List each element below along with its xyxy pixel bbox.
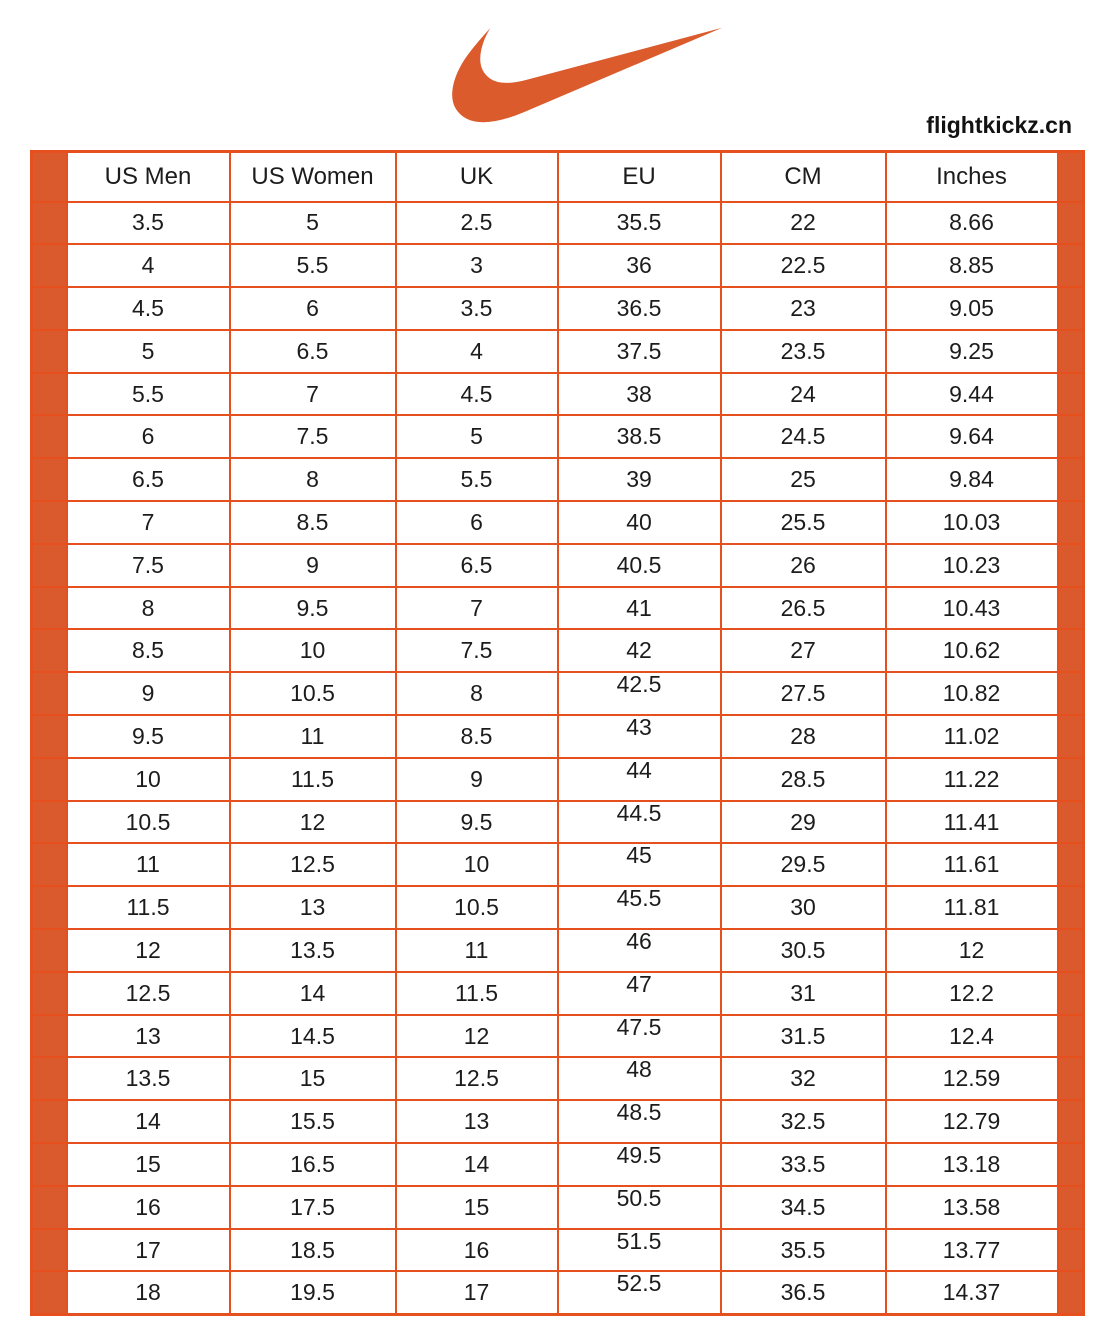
orange-side-bar: [1058, 1271, 1084, 1314]
nike-swoosh-icon: [452, 12, 724, 138]
table-row: [32, 330, 1084, 373]
cell-inches: 11.41: [886, 801, 1058, 844]
orange-side-bar: [1058, 1229, 1084, 1272]
cell-us-women: 13.5: [230, 929, 396, 972]
orange-side-bar: [32, 587, 67, 630]
table-row: [32, 501, 1084, 544]
cell-cm: 22.5: [721, 244, 886, 287]
cell-us-women: 15: [230, 1057, 396, 1100]
cell-inches: 11.02: [886, 715, 1058, 758]
cell-uk: 11.5: [396, 972, 558, 1015]
cell-uk: 2.5: [396, 202, 558, 245]
orange-side-bar: [1058, 801, 1084, 844]
cell-us-women: 9: [230, 544, 396, 587]
table-row: [32, 373, 1084, 416]
column-header-uk: UK: [396, 152, 558, 202]
orange-side-bar: [32, 929, 67, 972]
cell-us-women: 5: [230, 202, 396, 245]
cell-inches: 9.05: [886, 287, 1058, 330]
cell-us-men: 10.5: [67, 801, 230, 844]
cell-cm: 31: [721, 972, 886, 1015]
table-row: [32, 843, 1084, 886]
cell-eu: 40: [558, 501, 721, 544]
cell-inches: 11.61: [886, 843, 1058, 886]
cell-eu: 52.5: [558, 1271, 721, 1314]
orange-side-bar: [1058, 287, 1084, 330]
table-row: [32, 544, 1084, 587]
cell-us-women: 9.5: [230, 587, 396, 630]
cell-cm: 32.5: [721, 1100, 886, 1143]
cell-us-women: 15.5: [230, 1100, 396, 1143]
cell-inches: 8.85: [886, 244, 1058, 287]
orange-side-bar: [1058, 202, 1084, 245]
orange-side-bar: [32, 972, 67, 1015]
cell-uk: 4: [396, 330, 558, 373]
cell-cm: 28: [721, 715, 886, 758]
orange-side-bar: [1058, 244, 1084, 287]
cell-cm: 22: [721, 202, 886, 245]
cell-cm: 33.5: [721, 1143, 886, 1186]
cell-eu: 50.5: [558, 1186, 721, 1229]
cell-us-men: 15: [67, 1143, 230, 1186]
cell-eu: 45.5: [558, 886, 721, 929]
cell-us-women: 7: [230, 373, 396, 416]
orange-side-bar: [1058, 758, 1084, 801]
table-row: [32, 244, 1084, 287]
cell-eu: 42.5: [558, 672, 721, 715]
table-container: [30, 150, 1085, 1316]
table-row: [32, 415, 1084, 458]
cell-inches: 10.03: [886, 501, 1058, 544]
cell-cm: 25.5: [721, 501, 886, 544]
orange-side-bar: [32, 287, 67, 330]
orange-side-bar: [1058, 330, 1084, 373]
cell-inches: 14.37: [886, 1271, 1058, 1314]
cell-eu: 35.5: [558, 202, 721, 245]
cell-us-men: 6.5: [67, 458, 230, 501]
cell-uk: 14: [396, 1143, 558, 1186]
orange-side-bar: [1058, 929, 1084, 972]
cell-inches: 9.64: [886, 415, 1058, 458]
table-row: [32, 1057, 1084, 1100]
orange-side-bar: [1058, 415, 1084, 458]
cell-eu: 38: [558, 373, 721, 416]
orange-side-bar: [1058, 972, 1084, 1015]
cell-us-women: 14: [230, 972, 396, 1015]
cell-cm: 36.5: [721, 1271, 886, 1314]
cell-inches: 9.25: [886, 330, 1058, 373]
cell-cm: 24.5: [721, 415, 886, 458]
cell-us-men: 14: [67, 1100, 230, 1143]
table-row: [32, 758, 1084, 801]
orange-side-bar: [32, 843, 67, 886]
cell-uk: 3: [396, 244, 558, 287]
orange-side-bar: [1058, 501, 1084, 544]
cell-us-women: 5.5: [230, 244, 396, 287]
cell-us-women: 18.5: [230, 1229, 396, 1272]
orange-side-bar: [32, 415, 67, 458]
cell-uk: 9: [396, 758, 558, 801]
orange-side-bar: [1058, 373, 1084, 416]
table-row: [32, 801, 1084, 844]
cell-eu: 38.5: [558, 415, 721, 458]
table-body: [32, 202, 1084, 1315]
cell-inches: 12.4: [886, 1015, 1058, 1058]
cell-inches: 12.2: [886, 972, 1058, 1015]
cell-us-women: 17.5: [230, 1186, 396, 1229]
header-row: [32, 152, 1084, 202]
column-header-us-men: US Men: [67, 152, 230, 202]
cell-inches: 9.84: [886, 458, 1058, 501]
cell-us-men: 8.5: [67, 629, 230, 672]
orange-side-bar: [1058, 458, 1084, 501]
orange-side-bar: [32, 1229, 67, 1272]
cell-inches: 13.58: [886, 1186, 1058, 1229]
orange-side-bar: [32, 458, 67, 501]
orange-side-bar: [32, 758, 67, 801]
cell-cm: 29.5: [721, 843, 886, 886]
cell-us-women: 16.5: [230, 1143, 396, 1186]
cell-us-women: 11.5: [230, 758, 396, 801]
cell-cm: 27: [721, 629, 886, 672]
cell-uk: 5.5: [396, 458, 558, 501]
orange-side-bar: [32, 629, 67, 672]
cell-uk: 5: [396, 415, 558, 458]
cell-cm: 34.5: [721, 1186, 886, 1229]
cell-us-men: 7.5: [67, 544, 230, 587]
cell-uk: 8: [396, 672, 558, 715]
cell-uk: 12.5: [396, 1057, 558, 1100]
table-row: [32, 458, 1084, 501]
orange-side-bar: [32, 373, 67, 416]
cell-us-men: 13: [67, 1015, 230, 1058]
cell-us-men: 9.5: [67, 715, 230, 758]
cell-us-men: 7: [67, 501, 230, 544]
cell-uk: 10.5: [396, 886, 558, 929]
cell-cm: 31.5: [721, 1015, 886, 1058]
cell-uk: 7.5: [396, 629, 558, 672]
cell-us-women: 10: [230, 629, 396, 672]
cell-us-women: 8: [230, 458, 396, 501]
table-row: [32, 287, 1084, 330]
cell-us-men: 13.5: [67, 1057, 230, 1100]
orange-side-bar: [32, 1271, 67, 1314]
orange-side-bar: [32, 1186, 67, 1229]
cell-eu: 46: [558, 929, 721, 972]
cell-us-women: 13: [230, 886, 396, 929]
cell-inches: 9.44: [886, 373, 1058, 416]
column-header-eu: EU: [558, 152, 721, 202]
column-header-us-women: US Women: [230, 152, 396, 202]
cell-inches: 11.81: [886, 886, 1058, 929]
cell-uk: 17: [396, 1271, 558, 1314]
cell-eu: 48.5: [558, 1100, 721, 1143]
cell-eu: 43: [558, 715, 721, 758]
cell-us-men: 6: [67, 415, 230, 458]
cell-eu: 37.5: [558, 330, 721, 373]
table-header: [32, 152, 1084, 202]
cell-eu: 44: [558, 758, 721, 801]
cell-us-women: 11: [230, 715, 396, 758]
column-header-cm: CM: [721, 152, 886, 202]
cell-us-men: 8: [67, 587, 230, 630]
orange-side-bar: [32, 1015, 67, 1058]
cell-cm: 25: [721, 458, 886, 501]
cell-uk: 9.5: [396, 801, 558, 844]
cell-us-men: 17: [67, 1229, 230, 1272]
watermark-text: flightkickz.cn: [926, 112, 1072, 138]
cell-us-men: 5.5: [67, 373, 230, 416]
orange-side-bar: [1058, 1100, 1084, 1143]
table-row: [32, 1271, 1084, 1314]
cell-uk: 15: [396, 1186, 558, 1229]
size-conversion-table: [30, 150, 1085, 1316]
cell-us-men: 11.5: [67, 886, 230, 929]
cell-us-women: 6: [230, 287, 396, 330]
orange-side-bar: [32, 1143, 67, 1186]
orange-side-bar: [32, 886, 67, 929]
cell-us-men: 12.5: [67, 972, 230, 1015]
cell-inches: 10.62: [886, 629, 1058, 672]
table-row: [32, 886, 1084, 929]
cell-cm: 23.5: [721, 330, 886, 373]
cell-eu: 40.5: [558, 544, 721, 587]
orange-side-bar: [1058, 587, 1084, 630]
cell-us-women: 8.5: [230, 501, 396, 544]
cell-eu: 48: [558, 1057, 721, 1100]
cell-cm: 27.5: [721, 672, 886, 715]
cell-us-women: 6.5: [230, 330, 396, 373]
cell-inches: 12.59: [886, 1057, 1058, 1100]
cell-inches: 13.18: [886, 1143, 1058, 1186]
orange-side-bar: [32, 1100, 67, 1143]
orange-side-bar: [32, 1057, 67, 1100]
table-row: [32, 672, 1084, 715]
cell-cm: 26: [721, 544, 886, 587]
cell-eu: 42: [558, 629, 721, 672]
cell-us-women: 12.5: [230, 843, 396, 886]
cell-uk: 3.5: [396, 287, 558, 330]
orange-side-bar: [1058, 1143, 1084, 1186]
cell-uk: 11: [396, 929, 558, 972]
cell-us-men: 11: [67, 843, 230, 886]
cell-eu: 47.5: [558, 1015, 721, 1058]
cell-us-men: 10: [67, 758, 230, 801]
orange-side-bar: [32, 715, 67, 758]
orange-side-bar: [1058, 152, 1084, 202]
cell-cm: 35.5: [721, 1229, 886, 1272]
cell-eu: 44.5: [558, 801, 721, 844]
orange-side-bar: [1058, 886, 1084, 929]
cell-us-women: 19.5: [230, 1271, 396, 1314]
orange-side-bar: [32, 544, 67, 587]
cell-us-men: 4.5: [67, 287, 230, 330]
cell-inches: 11.22: [886, 758, 1058, 801]
orange-side-bar: [32, 330, 67, 373]
cell-inches: 10.23: [886, 544, 1058, 587]
cell-us-men: 9: [67, 672, 230, 715]
table-row: [32, 972, 1084, 1015]
cell-eu: 47: [558, 972, 721, 1015]
cell-cm: 24: [721, 373, 886, 416]
cell-uk: 16: [396, 1229, 558, 1272]
cell-us-men: 16: [67, 1186, 230, 1229]
orange-side-bar: [32, 244, 67, 287]
cell-eu: 41: [558, 587, 721, 630]
orange-side-bar: [1058, 1057, 1084, 1100]
cell-cm: 26.5: [721, 587, 886, 630]
cell-us-women: 10.5: [230, 672, 396, 715]
orange-side-bar: [1058, 544, 1084, 587]
cell-cm: 30.5: [721, 929, 886, 972]
column-header-inches: Inches: [886, 152, 1058, 202]
cell-us-men: 18: [67, 1271, 230, 1314]
orange-side-bar: [1058, 1186, 1084, 1229]
cell-uk: 6.5: [396, 544, 558, 587]
table-row: [32, 587, 1084, 630]
orange-side-bar: [1058, 629, 1084, 672]
table-row: [32, 1229, 1084, 1272]
cell-cm: 29: [721, 801, 886, 844]
cell-uk: 6: [396, 501, 558, 544]
cell-cm: 32: [721, 1057, 886, 1100]
cell-cm: 30: [721, 886, 886, 929]
table-row: [32, 1143, 1084, 1186]
orange-side-bar: [1058, 715, 1084, 758]
cell-eu: 36: [558, 244, 721, 287]
cell-inches: 12: [886, 929, 1058, 972]
cell-cm: 23: [721, 287, 886, 330]
orange-side-bar: [1058, 672, 1084, 715]
cell-uk: 10: [396, 843, 558, 886]
table-row: [32, 929, 1084, 972]
orange-side-bar: [32, 152, 67, 202]
cell-us-men: 12: [67, 929, 230, 972]
cell-inches: 10.82: [886, 672, 1058, 715]
cell-inches: 10.43: [886, 587, 1058, 630]
cell-us-women: 14.5: [230, 1015, 396, 1058]
orange-side-bar: [32, 801, 67, 844]
cell-uk: 8.5: [396, 715, 558, 758]
table-row: [32, 1186, 1084, 1229]
table-row: [32, 715, 1084, 758]
cell-inches: 12.79: [886, 1100, 1058, 1143]
cell-eu: 39: [558, 458, 721, 501]
cell-us-men: 5: [67, 330, 230, 373]
orange-side-bar: [32, 672, 67, 715]
cell-eu: 51.5: [558, 1229, 721, 1272]
table-row: [32, 202, 1084, 245]
cell-inches: 8.66: [886, 202, 1058, 245]
cell-uk: 13: [396, 1100, 558, 1143]
cell-us-women: 12: [230, 801, 396, 844]
orange-side-bar: [1058, 1015, 1084, 1058]
cell-uk: 12: [396, 1015, 558, 1058]
cell-us-men: 4: [67, 244, 230, 287]
cell-cm: 28.5: [721, 758, 886, 801]
cell-inches: 13.77: [886, 1229, 1058, 1272]
cell-us-men: 3.5: [67, 202, 230, 245]
cell-eu: 36.5: [558, 287, 721, 330]
cell-uk: 4.5: [396, 373, 558, 416]
cell-uk: 7: [396, 587, 558, 630]
table-row: [32, 1015, 1084, 1058]
orange-side-bar: [1058, 843, 1084, 886]
orange-side-bar: [32, 202, 67, 245]
cell-eu: 49.5: [558, 1143, 721, 1186]
table-row: [32, 1100, 1084, 1143]
table-row: [32, 629, 1084, 672]
cell-us-women: 7.5: [230, 415, 396, 458]
cell-eu: 45: [558, 843, 721, 886]
orange-side-bar: [32, 501, 67, 544]
